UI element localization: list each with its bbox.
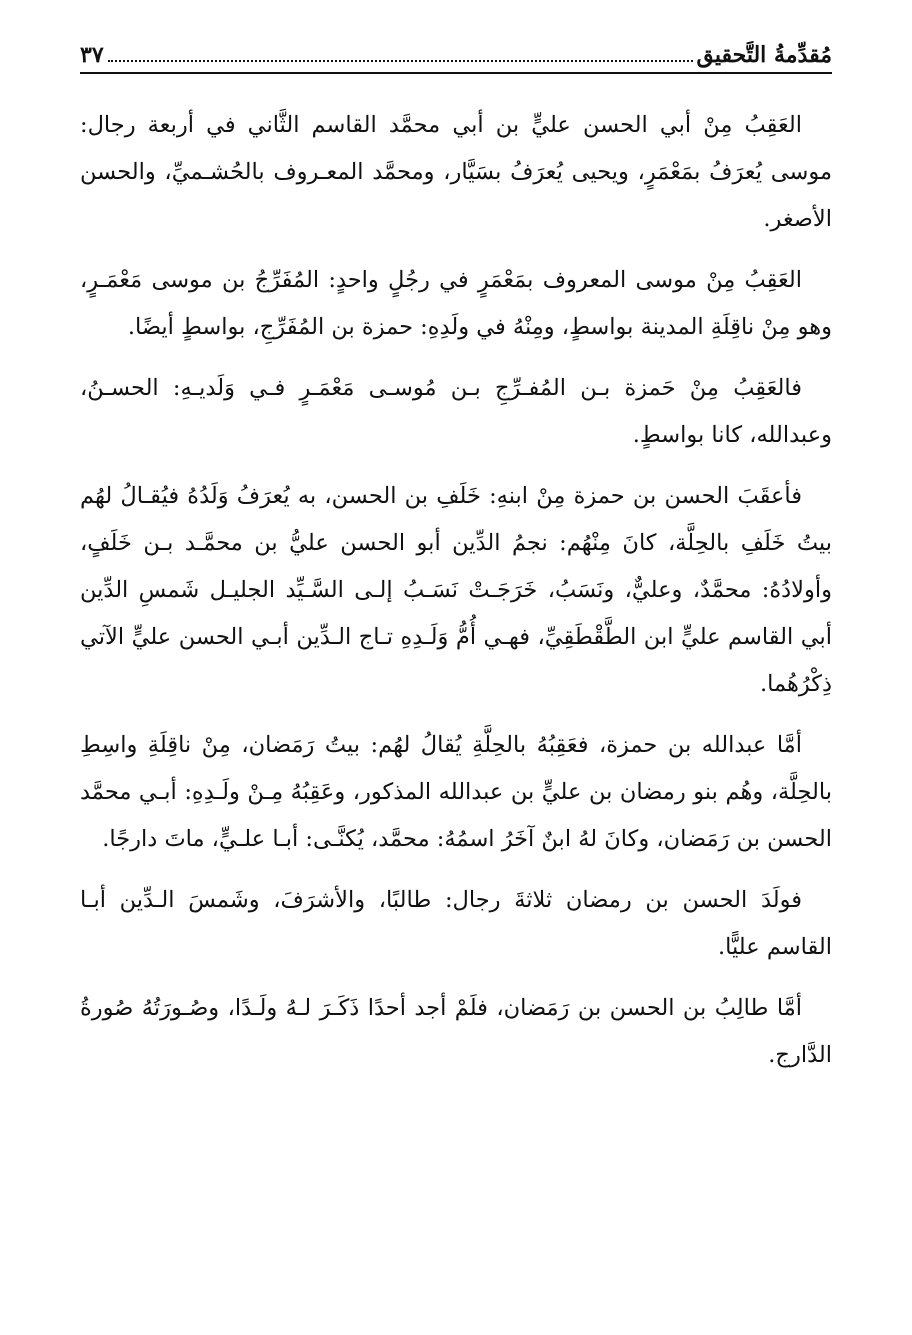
paragraph-4: فأعقَبَ الحسن بن حمزة مِنْ ابنهِ: خَلَفِ بن الحسن، به يُعرَفُ وَلَدُهُ فيُقـالُ لهُم بيتُ خَلَفِ بالحِلَّة، كانَ مِنْهُم: نجمُ الدِّين أبو الحسن عليُّ بن محمَّـد بـن خَلَفٍ، وأولادُهُ: محمَّدٌ، وعليٌّ، ونَسَبُ، خَرَجَـتْ نَسَـبُ إلـى السَّـيِّد الجليـل شَمسِ الدِّين أبي القاسم عليٍّ ابن الطَّقْطَقِيِّ، فهـي أُمُّ وَلَـدِهِ تـاج الـدِّين أبـي الحسن عليٍّ الآتي ذِكْرُهُما. (80, 483, 832, 697)
paragraph-1: العَقِبُ مِنْ أبي الحسن عليٍّ بن أبي محمَّد القاسم الثَّاني في أربعة رجال: موسى يُعرَفُ بمَعْمَرٍ، ويحيى يُعرَفُ بسَيَّار، ومحمَّد المعـروف بالحُشـميِّ، والحسن الأصغر. (80, 112, 832, 232)
page-number: ٣٧ (80, 42, 104, 68)
running-header (80, 36, 832, 74)
paragraph-5: أمَّا عبدالله بن حمزة، فعَقِبُهُ بالحِلَّةِ يُقالُ لهُم: بيتُ رَمَضان، مِنْ ناقِلَةِ واسِطِ بالحِلَّة، وهُم بنو رمضان بن عليٍّ بن عبدالله المذكور، وعَقِبُهُ مِـنْ ولَـدِهِ: أبـي محمَّد الحسن بن رَمَضان، وكانَ لهُ ابنٌ آخَرُ اسمُهُ: محمَّد، يُكنَّـى: أبـا علـيٍّ، ماتَ دارجًا. (80, 732, 832, 852)
paragraph-7: أمَّا طالِبُ بن الحسن بن رَمَضان، فلَمْ أجد أحدًا ذَكَـرَ لـهُ ولَـدًا، وصُـورَتُهُ صُورةُ الدَّارج. (80, 995, 832, 1068)
paragraph-6: فولَدَ الحسن بن رمضان ثلاثةَ رجال: طالبًا، والأشرَفَ، وشَمسَ الـدِّين أبـا القاسم عليًّا. (80, 887, 832, 960)
leader-dots (108, 60, 693, 62)
paragraph-2: العَقِبُ مِنْ موسى المعروف بمَعْمَرٍ في رجُلٍ واحدٍ: المُفَرِّجُ بن موسى مَعْمَـرٍ، وهو مِنْ ناقِلَةِ المدينة بواسطٍ، ومِنْهُ في ولَدِهِ: حمزة بن المُفَرِّجِ، بواسطٍ أيضًا. (80, 267, 832, 340)
running-title: مُقدِّمةُ التَّحقيق (696, 42, 832, 68)
body-text (80, 102, 832, 1093)
paragraph-3: فالعَقِبُ مِنْ حَمزة بـن المُفـرِّجِ بـن مُوسـى مَعْمَـرٍ فـي وَلَديـهِ: الحسـنُ، وعبدالله، كانا بواسطٍ. (80, 375, 832, 448)
